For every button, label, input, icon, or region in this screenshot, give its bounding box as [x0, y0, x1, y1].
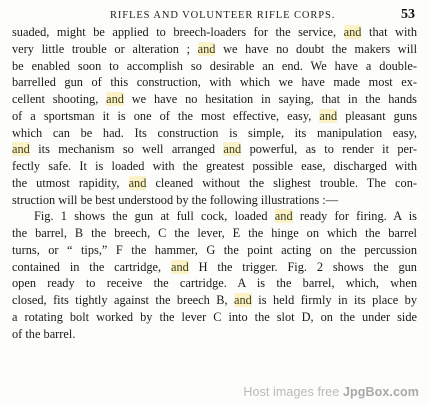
highlighted-word: and: [170, 259, 189, 274]
text-line: cellent shooting, and we have no hesitation in saying, that in the hands: [12, 92, 417, 106]
text-line: barrelled gun of this construction, with which we have made most ex-: [12, 75, 417, 90]
text-line: and its mechanism so well arranged and powerful, as to render it per-: [12, 142, 417, 157]
text-line: Fig. 1 shows the gun at full cock, loaded and ready for firing. A is: [34, 209, 417, 224]
highlighted-word: and: [106, 92, 124, 106]
body-text: [12, 24, 417, 342]
watermark: [243, 385, 419, 399]
text-line: of the barrel.: [12, 326, 76, 341]
text-line: very little trouble or alteration ; and we have no doubt the makers will: [12, 41, 417, 56]
watermark-prefix: Host images free: [243, 385, 343, 399]
running-title: RIFLES AND VOLUNTEER RIFLE CORPS.: [110, 10, 336, 21]
highlighted-word: and: [274, 209, 293, 224]
text-line: the barrel, B the breech, C the lever, E the hinge on which the barrel: [12, 226, 417, 240]
highlighted-word: and: [343, 25, 362, 39]
text-line: closed, fits tightly against the breech B, and is held firmly in its place by: [12, 293, 417, 307]
text-line: be enabled soon to accomplish so desirable an end. We have a double-: [12, 58, 417, 73]
highlighted-word: and: [197, 41, 216, 56]
text-line: open ready to receive the cartridge. A is the barrel, which, when: [12, 276, 417, 291]
text-line: fectly safe. It is loaded with the greatest possible ease, discharged with: [12, 159, 417, 173]
highlighted-word: and: [223, 142, 242, 157]
watermark-brand: JpgBox.com: [342, 385, 419, 399]
page-number: 53: [401, 7, 415, 22]
text-line: which can be had. Its construction is simple, its manipulation easy,: [12, 125, 417, 140]
highlighted-word: and: [234, 293, 252, 307]
text-line: suaded, might be applied to breech-loaders for the service, and that with: [12, 25, 417, 39]
text-line: a rotating bolt worked by the lever C into the slot D, on the under side: [12, 309, 417, 324]
text-line: the utmost rapidity, and cleaned without the slighest trouble. The con-: [12, 175, 417, 190]
highlighted-word: and: [12, 142, 30, 157]
text-line: struction will be best understood by the following illustrations :—: [12, 192, 339, 207]
text-line: contained in the cartridge, and H the trigger. Fig. 2 shows the gun: [12, 259, 417, 274]
highlighted-word: and: [128, 175, 147, 190]
highlighted-word: and: [319, 108, 338, 123]
text-line: of a sportsman it is one of the most effective, easy, and pleasant guns: [12, 108, 417, 123]
text-line: turns, or “ tips,” F the hammer, G the point acting on the percussion: [12, 242, 417, 257]
